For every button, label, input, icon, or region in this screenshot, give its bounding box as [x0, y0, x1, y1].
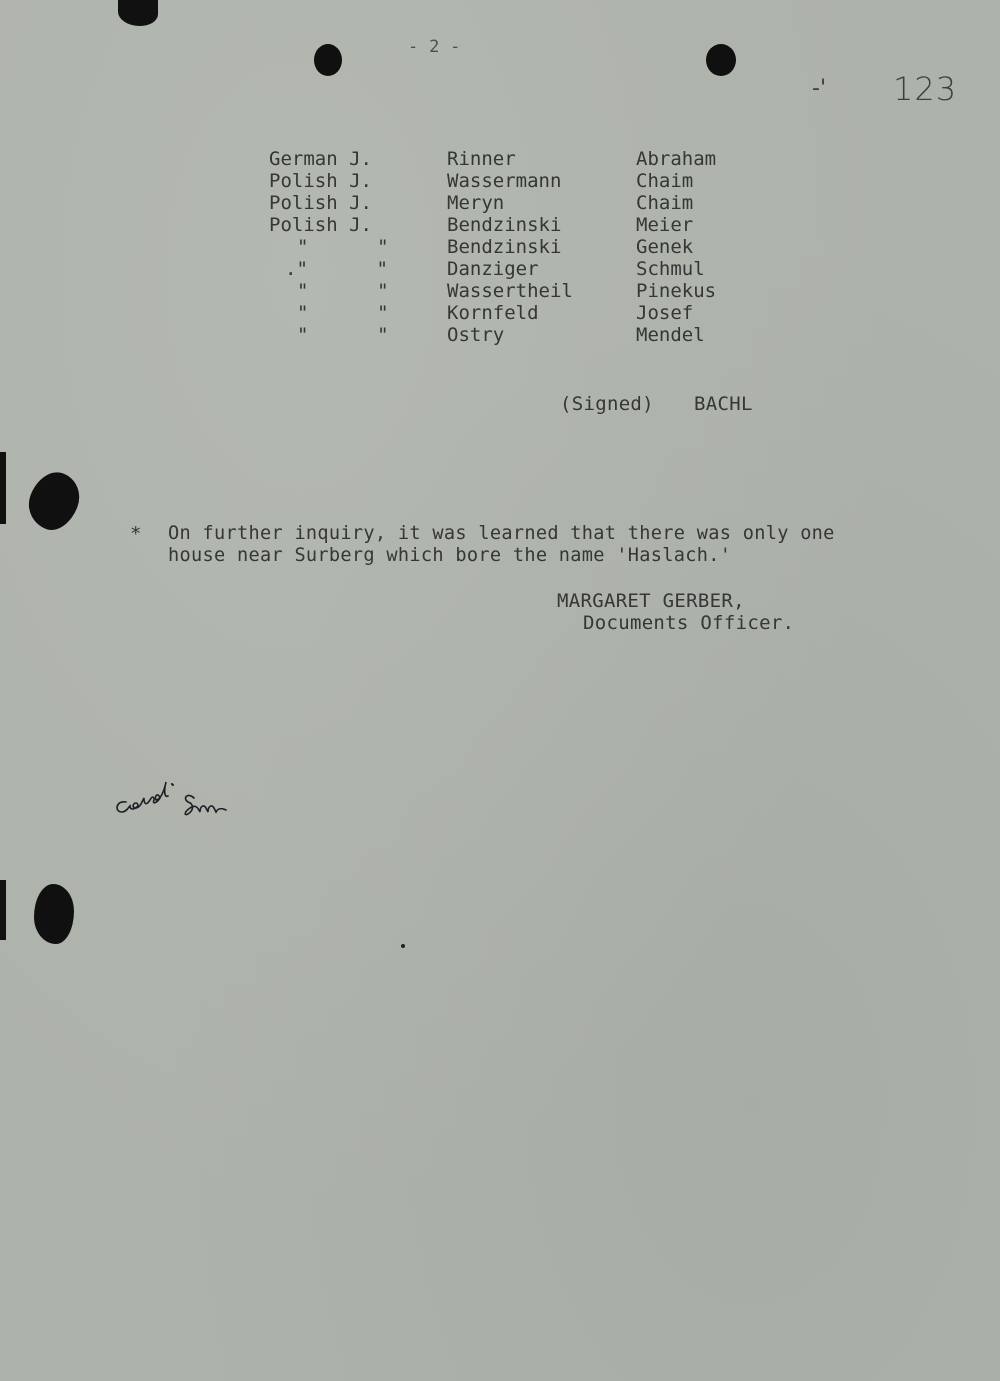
ink-speck — [401, 944, 405, 948]
footnote-line-2: house near Surberg which bore the name 'Haslach.' — [168, 545, 732, 566]
table-row — [269, 258, 756, 280]
signatory-name: BACHL — [694, 393, 753, 415]
table-row — [269, 280, 756, 302]
officer-title: Documents Officer. — [583, 612, 795, 634]
officer-name: MARGARET GERBER, — [557, 590, 745, 612]
edge-tear-left-1 — [0, 452, 6, 524]
nationality-cell: Polish J. — [269, 170, 372, 192]
table-row — [269, 302, 756, 324]
nationality-cell: Polish J. — [269, 192, 372, 214]
surname-cell: Bendzinski — [447, 236, 562, 258]
table-row — [269, 324, 756, 346]
surname-cell: Ostry — [447, 324, 505, 346]
punch-hole-left-middle — [22, 466, 87, 537]
punch-hole-left-lower — [34, 884, 74, 944]
first-name-cell: Genek — [636, 236, 694, 258]
first-name-cell: Chaim — [636, 192, 694, 214]
edge-tear-left-2 — [0, 880, 6, 940]
surname-cell: Wassertheil — [447, 280, 573, 302]
table-row — [269, 148, 756, 170]
first-name-cell: Josef — [636, 302, 694, 324]
first-name-cell: Pinekus — [636, 280, 717, 302]
table-row — [269, 236, 756, 258]
nationality-cell: Polish J. — [269, 214, 372, 236]
table-row — [269, 214, 756, 236]
footnote-line-1: On further inquiry, it was learned that there was only one — [168, 523, 835, 544]
footnote-marker: * — [130, 523, 142, 545]
page-number: - 2 - — [408, 37, 461, 57]
first-name-cell: Meier — [636, 214, 694, 236]
nationality-ditto-cell: " " — [297, 302, 389, 324]
surname-cell: Rinner — [447, 148, 516, 170]
handwritten-carded-note — [108, 762, 248, 832]
first-name-cell: Mendel — [636, 324, 705, 346]
nationality-cell: German J. — [269, 148, 372, 170]
names-table — [269, 148, 756, 346]
nationality-ditto-cell: ." " — [285, 258, 388, 280]
signed-label: (Signed) — [560, 393, 654, 415]
surname-cell: Kornfeld — [447, 302, 539, 324]
folio-number: 123 — [893, 70, 958, 108]
surname-cell: Danziger — [447, 258, 539, 280]
nationality-ditto-cell: " " — [297, 236, 389, 258]
table-row — [269, 170, 756, 192]
first-name-cell: Schmul — [636, 258, 705, 280]
folio-mark: -' — [812, 76, 826, 101]
first-name-cell: Chaim — [636, 170, 694, 192]
punch-hole-top-left — [314, 44, 342, 76]
nationality-ditto-cell: " " — [297, 324, 389, 346]
punch-hole-top-right — [706, 44, 736, 76]
surname-cell: Wassermann — [447, 170, 562, 192]
nationality-ditto-cell: " " — [297, 280, 389, 302]
edge-tear-top-left — [118, 0, 158, 26]
surname-cell: Bendzinski — [447, 214, 562, 236]
first-name-cell: Abraham — [636, 148, 717, 170]
surname-cell: Meryn — [447, 192, 505, 214]
table-row — [269, 192, 756, 214]
